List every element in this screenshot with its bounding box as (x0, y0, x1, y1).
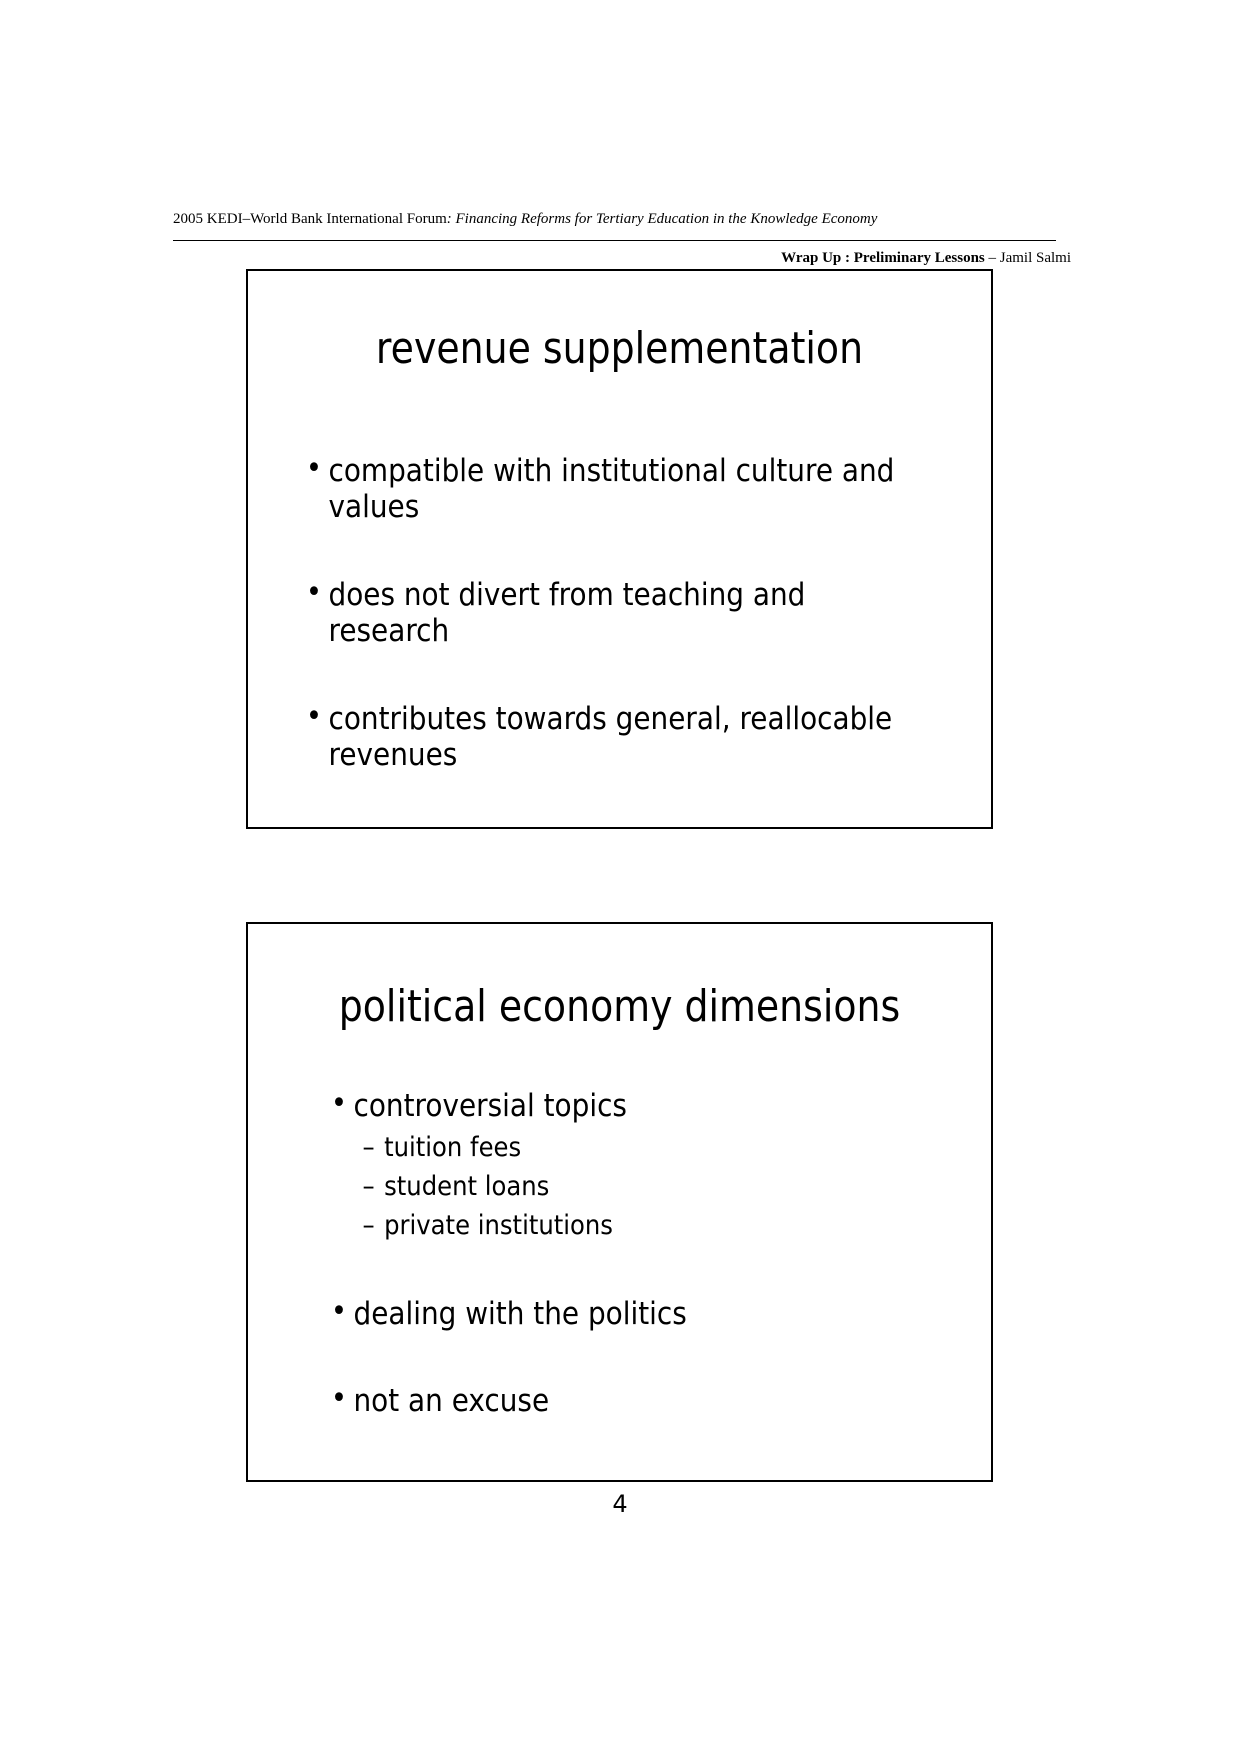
slide-political-economy (246, 922, 993, 1482)
bullet-icon: • (306, 451, 322, 486)
bullet-icon: • (331, 1381, 347, 1416)
session-title: Wrap Up : Preliminary Lessons (781, 250, 985, 266)
bullet-item (306, 577, 882, 649)
slide-title: revenue supplementation (375, 323, 864, 374)
bullet-icon: • (331, 1294, 347, 1329)
sub-bullet-item: – private institutions (363, 1206, 890, 1245)
header-rule (173, 240, 1056, 241)
bullet-text-line: does not divert from teaching and (328, 577, 806, 613)
session-author: – Jamil Salmi (988, 250, 1071, 266)
sub-bullet-list (363, 1128, 890, 1245)
forum-name: 2005 KEDI–World Bank International Forum (173, 211, 447, 227)
bullet-icon: • (306, 699, 322, 734)
bullet-text-line: research (328, 613, 450, 649)
bullet-text-line: compatible with institutional culture and (328, 453, 895, 489)
bullet-icon: • (331, 1086, 347, 1121)
bullet-item (331, 1296, 889, 1332)
bullet-icon: • (306, 575, 322, 610)
forum-subtitle: Financing Reforms for Tertiary Education in the Knowledge Economy (455, 211, 878, 227)
forum-separator: : (446, 211, 452, 227)
sub-bullet-item: – student loans (363, 1167, 890, 1206)
bullet-text-line: revenues (328, 737, 458, 773)
dash-icon: – (362, 1210, 375, 1241)
bullet-text: dealing with the politics (353, 1296, 687, 1332)
page-number: 4 (612, 1490, 628, 1518)
dash-icon: – (362, 1132, 375, 1163)
sub-bullet-item: – tuition fees (363, 1128, 890, 1167)
bullet-item (331, 1088, 889, 1245)
slide-revenue-supplementation (246, 269, 993, 829)
bullet-text-line: values (328, 489, 420, 525)
slide-title: political economy dimensions (338, 981, 901, 1032)
bullet-list (331, 1088, 951, 1470)
dash-icon: – (362, 1171, 375, 1202)
bullet-item (306, 451, 895, 525)
running-header (173, 211, 1073, 228)
bullet-text-line: contributes towards general, reallocable (328, 701, 893, 737)
bullet-text: controversial topics (353, 1088, 627, 1124)
bullet-item (331, 1383, 889, 1419)
bullet-text: not an excuse (353, 1383, 550, 1419)
bullet-list (306, 453, 946, 825)
bullet-item (306, 699, 893, 773)
session-header (781, 250, 1071, 267)
